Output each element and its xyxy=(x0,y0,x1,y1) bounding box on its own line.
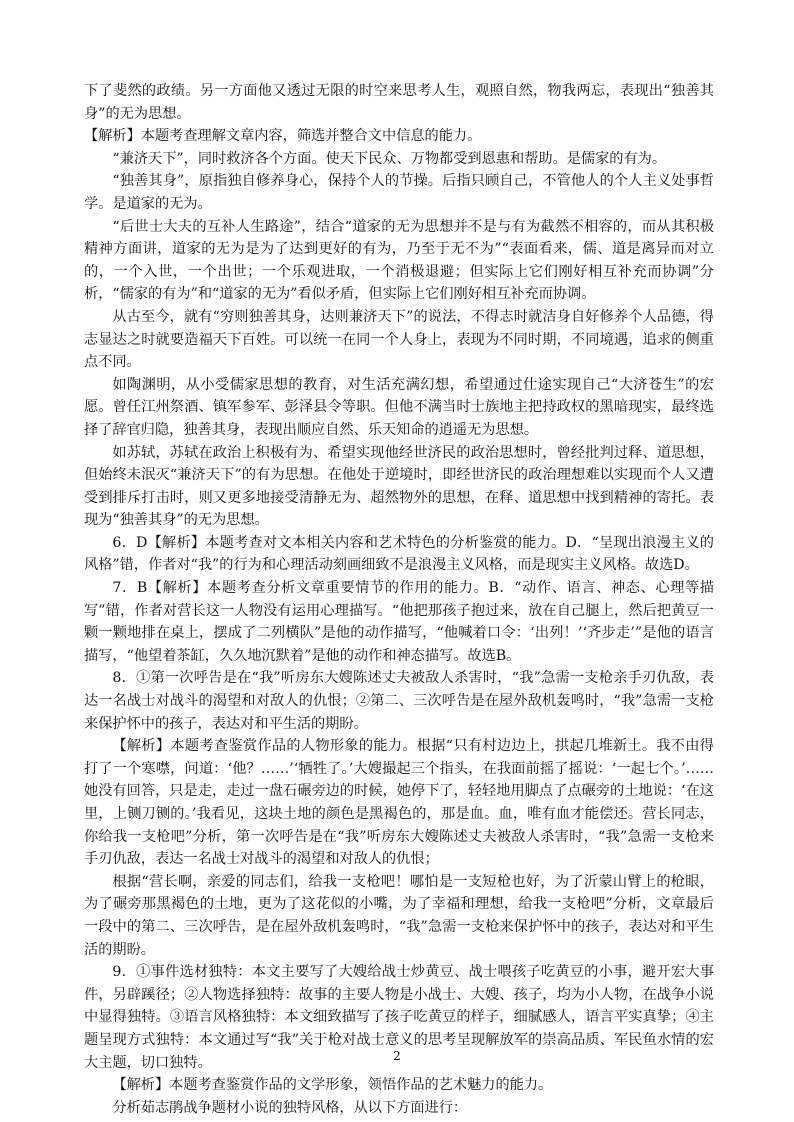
document-body xyxy=(84,80,714,1119)
paragraph-2: 【解析】本题考查理解文章内容，筛选并整合文中信息的能力。 xyxy=(84,128,482,145)
paragraph-7: 如陶渊明，从小受儒家思想的教育，对生活充满幻想，希望通过仕途实现自己“大济苍生”的宏愿。曾任江州祭酒、镇军参军、彭泽县令等职。但他不满当时士族地主把持政权的黑暗现实，最终选择了辞官归隐，独善其身，表现出顺应自然、乐天知命的逍遥无为思想。 xyxy=(84,376,714,438)
analysis-8-part-2: 根据“营长啊，亲爱的同志们，给我一支枪吧！哪怕是一支短枪也好，为了沂蒙山臂上的枪眼，为了碾旁那黑褐色的土地，更为了这花似的小嘴，为了幸福和理想，给我一支枪吧”分析，文章最后一段中的第二、三次呼告，是在屋外敌机轰鸣时，“我”急需一支枪来保护怀中的孩子，表达对和平生活的期盼。 xyxy=(84,873,714,958)
paragraph-6: 从古至今，就有“穷则独善其身，达则兼济天下”的说法，不得志时就洁身自好修养个人品德，得志显达之时就要造福天下百姓。可以统一在同一个人身上，表现为不同时期，不同境遇，追求的侧重点不同。 xyxy=(84,308,714,371)
paragraph-4: “独善其身”，原指独自修养身心，保持个人的节操。后指只顾自己，不管他人的个人主义处事哲学。是道家的无为。 xyxy=(84,173,714,212)
analysis-9-lead: 分析茹志鹃战争题材小说的独特风格，从以下方面进行： xyxy=(112,1099,468,1116)
answer-9: 9．①事件选材独特：本文主要写了大嫂给战士炒黄豆、战士喂孩子吃黄豆的小事，避开宏大事件，另辟蹊径；②人物选择独特：故事的主要人物是小战士、大嫂、孩子，均为小人物，在战争小说中显得独特。③语言风格独特：本文细致描写了孩子吃黄豆的样子，细腻感人，语言平实真挚；④主题呈现方式独特：本文通过写“我”关于枪对战士意义的思考呈现解放军的崇高品质、军民鱼水情的宏大主题，切口独特。 xyxy=(84,964,714,1071)
analysis-8-part-1: 【解析】本题考查鉴赏作品的人物形象的能力。根据“只有村边边上，拱起几堆新土。我不由得打了一个寒噤，问道：‘他？……’‘牺牲了。’大嫂撮起三个指头，在我面前摇了摇说：‘一起七个。’……她没有回答，只是走，走过一盘石碾旁边的时候，她停下了，轻轻地用脚点了点碾旁的土地说：‘在这里，上铡刀铡的。’我看见，这块土地的颜色是黑褐色的，那是血。血，唯有血才能偿还。营长同志，你给我一支枪吧”分析，第一次呼告是在“我”听房东大嫂陈述丈夫被敌人杀害时，“我”急需一支枪来手刃仇敌，表达一名战士对战斗的渴望和对敌人的仇恨； xyxy=(84,738,714,868)
paragraph-3: “兼济天下”，同时救济各个方面。使天下民众、万物都受到恩惠和帮助。是儒家的有为。 xyxy=(112,150,667,167)
paragraph-5: “后世士大夫的互补人生路途”，结合“道家的无为思想并不是与有为截然不相容的，而从其积极精神方面讲，道家的无为是为了达到更好的有为，乃至于无不为”“表面看来，儒、道是离异而对立的，一个入世，一个出世；一个乐观进取，一个消极退避；但实际上它们刚好相互补充而协调”分析，“儒家的有为”和“道家的无为”看似矛盾，但实际上它们刚好相互补充而协调。 xyxy=(84,218,714,303)
answer-7: 7．B【解析】本题考查分析文章重要情节的作用的能力。B．“动作、语言、神态、心理等描写”错，作者对营长这一人物没有运用心理描写。“他把那孩子抱过来，放在自己腿上，然后把黄豆一颗一颗地排在桌上，摆成了二列横队”是他的动作描写，“他喊着口令：‘出列！’‘齐步走’”是他的语言描写，“他望着茶缸，久久地沉默着”是他的动作和神态描写。故选B。 xyxy=(84,580,714,664)
paragraph-8: 如苏轼，苏轼在政治上积极有为、希望实现他经世济民的政治思想时，曾经批判过释、道思想，但始终未泯灭“兼济天下”的有为思想。在他处于逆境时，即经世济民的政治理想难以实现而个人又遭受到排斥打击时，则又更多地接受清静无为、超然物外的思想，在释、道思想中找到精神的寄托。表现为“独善其身”的无为思想。 xyxy=(84,444,714,529)
page-number: 2 xyxy=(393,1049,401,1063)
answer-8: 8．①第一次呼告是在“我”听房东大嫂陈述丈夫被敌人杀害时，“我”急需一支枪亲手刃仇敌，表达一名战士对战斗的渴望和对敌人的仇恨；②第二、三次呼告是在屋外敌机轰鸣时，“我”急需一支枪来保护怀中的孩子，表达对和平生活的期盼。 xyxy=(84,670,714,732)
answer-6: 6．D【解析】本题考查对文本相关内容和艺术特色的分析鉴赏的能力。D．“呈现出浪漫主义的风格”错，作者对“我”的行为和心理活动刻画细致不是浪漫主义风格，而是现实主义风格。故选D。 xyxy=(84,534,714,574)
analysis-9: 【解析】本题考查鉴赏作品的文学形象，领悟作品的艺术魅力的能力。 xyxy=(112,1077,553,1094)
paragraph-1: 下了斐然的政绩。另一方面他又透过无限的时空来思考人生，观照自然，物我两忘，表现出“独善其身”的无为思想。 xyxy=(84,83,714,122)
